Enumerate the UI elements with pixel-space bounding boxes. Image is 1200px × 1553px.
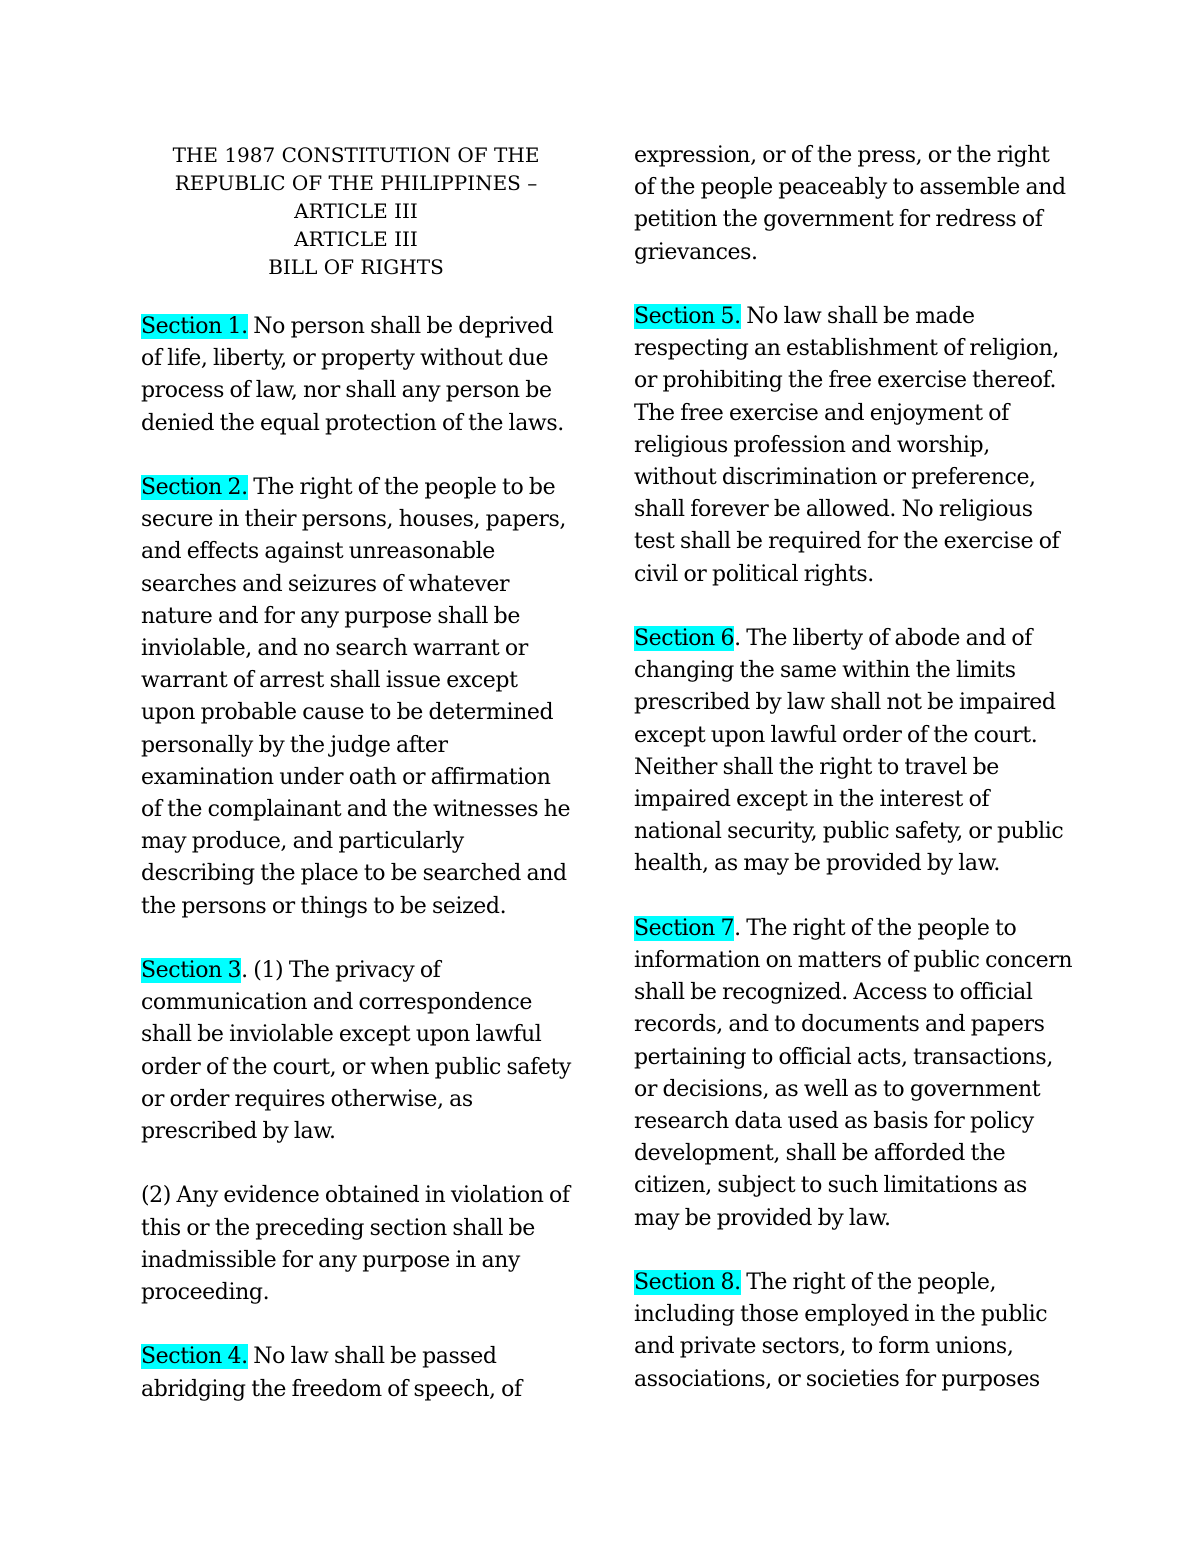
- section-label: Section 8.: [634, 1270, 741, 1296]
- section-text: No law shall be made respecting an establishment of religion, or prohibiting the free exercise thereof. The free exercise and enjoyment of religious profession and worship, without discrimination or preference, shall forever be allowed. No religious test shall be required for the exercise of civil or political rights.: [634, 304, 1060, 587]
- document-title: [141, 140, 571, 281]
- section-label: Section 7: [634, 915, 735, 941]
- title-line-4: ARTICLE III: [294, 227, 418, 251]
- section-label: Section 2.: [141, 475, 248, 500]
- section-label: Section 6: [634, 626, 735, 652]
- section-2: [141, 472, 571, 923]
- section-6: [634, 623, 1074, 881]
- section-text: The right of the people, including those employed in the public and private sectors, to form unions, associations, or societies for purposes: [634, 1270, 1048, 1392]
- section-text: No person shall be deprived of life, liberty, or property without due process of law, nor shall any person be denied the equal protection of the laws.: [141, 314, 564, 436]
- title-line-1: THE 1987 CONSTITUTION OF THE: [172, 143, 540, 167]
- section-3: [141, 955, 571, 1148]
- section-text: The right of the people to be secure in their persons, houses, papers, and effects against unreasonable searches and seizures of whatever nature and for any purpose shall be inviolable, and no search warrant or warrant of arrest shall issue except upon probable cause to be determined personally by the judge after examination under oath or affirmation of the complainant and the witnesses he may produce, and particularly describing the place to be searched and the persons or things to be seized.: [141, 475, 571, 919]
- section-label: Section 4.: [141, 1344, 248, 1370]
- section-1: [141, 311, 571, 440]
- right-column: [634, 140, 1074, 1428]
- section-label: Section 5.: [634, 304, 741, 329]
- section-4: [141, 1341, 571, 1405]
- section-text: . (1) The privacy of communication and correspondence shall be inviolable except upon lawful order of the court, or when public safety or order requires otherwise, as prescribed by law.: [141, 958, 571, 1145]
- section-label: Section 1.: [141, 314, 248, 339]
- section-text: No law shall be passed abridging the freedom of speech, of: [141, 1344, 522, 1402]
- section-5: [634, 301, 1074, 591]
- section-text: . The right of the people to information on matters of public concern shall be recognized. Access to official records, and to documents and papers pertaining to official acts, transactions, or decisions, as well as to government research data used as basis for policy development, shall be afforded the citizen, subject to such limitations as may be provided by law.: [634, 915, 1073, 1231]
- title-line-5: BILL OF RIGHTS: [268, 255, 444, 279]
- section-4-continued: expression, or of the press, or the right of the people peaceably to assemble and petition the government for redress of grievances.: [634, 143, 1066, 265]
- section-8: [634, 1267, 1074, 1396]
- section-7: [634, 913, 1074, 1235]
- left-column: [141, 140, 571, 1438]
- title-line-2: REPUBLIC OF THE PHILIPPINES –: [174, 171, 538, 195]
- section-text: . The liberty of abode and of changing the same within the limits prescribed by law shall not be impaired except upon lawful order of the court. Neither shall the right to travel be impaired except in the interest of national security, public safety, or public health, as may be provided by law.: [634, 626, 1064, 877]
- section-3-paragraph-2: (2) Any evidence obtained in violation of this or the preceding section shall be inadmissible for any purpose in any proceeding.: [141, 1183, 570, 1306]
- title-line-3: ARTICLE III: [294, 199, 418, 223]
- section-label: Section 3: [141, 958, 242, 984]
